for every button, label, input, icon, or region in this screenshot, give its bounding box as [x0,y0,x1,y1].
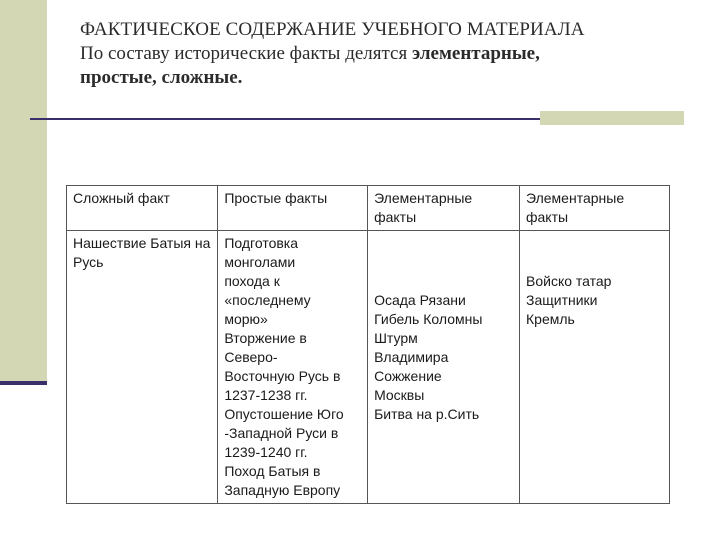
subtitle-bold-text: элементарные, [411,43,540,64]
side-decor-rule [0,381,47,385]
header-elementary-facts-1: Элементарные факты [368,186,520,231]
cell-elementary-facts-1: Осада Рязани Гибель Коломны Штурм Владимира Сожжение Москвы Битва на р.Сить [368,231,520,504]
table-header-row [67,186,670,231]
rule-decor-box [540,111,684,125]
subtitle-text: По составу исторические факты делятся [80,43,412,64]
cell-simple-facts: Подготовка монголами похода к «последнему морю» Вторжение в Северо- Восточную Русь в 1237-1238 гг. Опустошение Юго -Западной Руси в 1239-1240 гг. Поход Батыя в Западную Европу [218,231,368,504]
cell-complex-fact: Нашествие Батыя на Русь [67,231,218,504]
side-decor-bar [0,0,47,382]
table-row [67,231,670,504]
cell-elementary-facts-2: Войско татар Защитники Кремль [520,231,670,504]
header-simple-facts: Простые факты [218,186,368,231]
header-elementary-facts-2: Элементарные факты [520,186,670,231]
header-complex-fact: Сложный факт [67,186,218,231]
title-subtitle-continued: простые, сложные. [80,67,243,88]
title-subtitle [80,42,690,66]
slide-title [80,18,690,90]
title-heading: ФАКТИЧЕСКОЕ СОДЕРЖАНИЕ УЧЕБНОГО МАТЕРИАЛА [80,19,585,40]
facts-table [66,185,670,504]
